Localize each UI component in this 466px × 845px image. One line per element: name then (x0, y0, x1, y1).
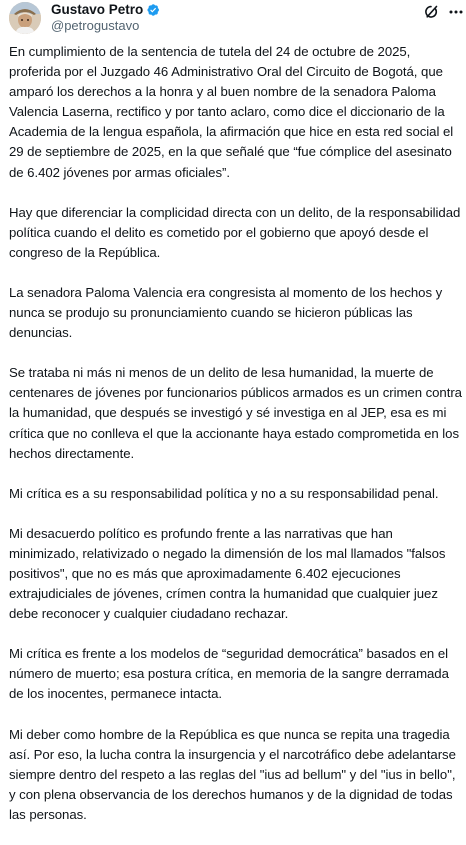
author-name[interactable]: Gustavo Petro (51, 2, 144, 17)
tweet-paragraph: Hay que diferenciar la complicidad directa con un delito, de la responsabilidad política cuando el delito es cometido por el gobierno que apoyó desde el congreso de la República. (9, 204, 461, 260)
more-options-icon[interactable] (448, 3, 464, 21)
grok-icon[interactable] (423, 3, 441, 21)
tweet-header (0, 0, 466, 38)
verified-badge-icon (146, 3, 160, 17)
author-handle[interactable]: @petrogustavo (51, 18, 140, 33)
tweet-paragraph: Mi crítica es frente a los modelos de “seguridad democrática” basados en el número de muerto; esa postura crítica, en memoria de la sangre derramada de los inocentes, permanece intacta. (9, 646, 449, 702)
avatar[interactable] (9, 2, 41, 34)
tweet-text (9, 42, 463, 845)
tweet-paragraph: Mi crítica es a su responsabilidad política y no a su responsabilidad penal. (9, 485, 439, 501)
tweet-paragraph: Mi deber como hombre de la República es que nunca se repita una tragedia así. Por eso, la lucha contra la insurgencia y el narcotráfico debe adelantarse siempre dentro del respeto a las reglas del "ius ad bellum" y del "ius in bello", y con plena observancia de los derechos humanos y de la dignidad de todas las personas. (9, 726, 456, 822)
avatar-image (9, 2, 41, 34)
author-name-row (51, 1, 160, 18)
tweet-paragraph: La senadora Paloma Valencia era congresista al momento de los hechos y nunca se produjo su pronunciamiento cuando se hicieron públicas las denuncias. (9, 284, 443, 341)
tweet-paragraph: Se trataba ni más ni menos de un delito de lesa humanidad, la muerte de centenares de jóvenes por funcionarios públicos armados es un crimen contra la humanidad, que después se investigó y sé investiga en al JEP, esa es mi crítica que no conlleva el que la accionante haya estado comprometida en los hechos directamente. (9, 365, 462, 461)
tweet-paragraph: Mi desacuerdo político es profundo frente a las narrativas que han minimizado, relativizado o negado la dimensión de los mal llamados "falsos positivos", que no es más que aproximadamente 6.402 ejecuciones extrajudiciales de jóvenes, crímen contra la humanidad que cualquier juez debe reconocer y cualquier ciudadano rechazar. (9, 525, 446, 622)
tweet-paragraph: En cumplimiento de la sentencia de tutela del 24 de octubre de 2025, proferida por el Juzgado 46 Administrativo Oral del Circuito de Bogotá, que amparó los derechos a la honra y al buen nombre de la senadora Paloma Valencia Laserna, rectifico y por tanto aclaro, como dice el diccionario de la Academia de la lengua española, la afirmación que hice en esta red social el 29 de septiembre de 2025, en la que señalé que “fue cómplice del asesinato de 6.402 jóvenes por armas oficiales”. (9, 44, 454, 180)
